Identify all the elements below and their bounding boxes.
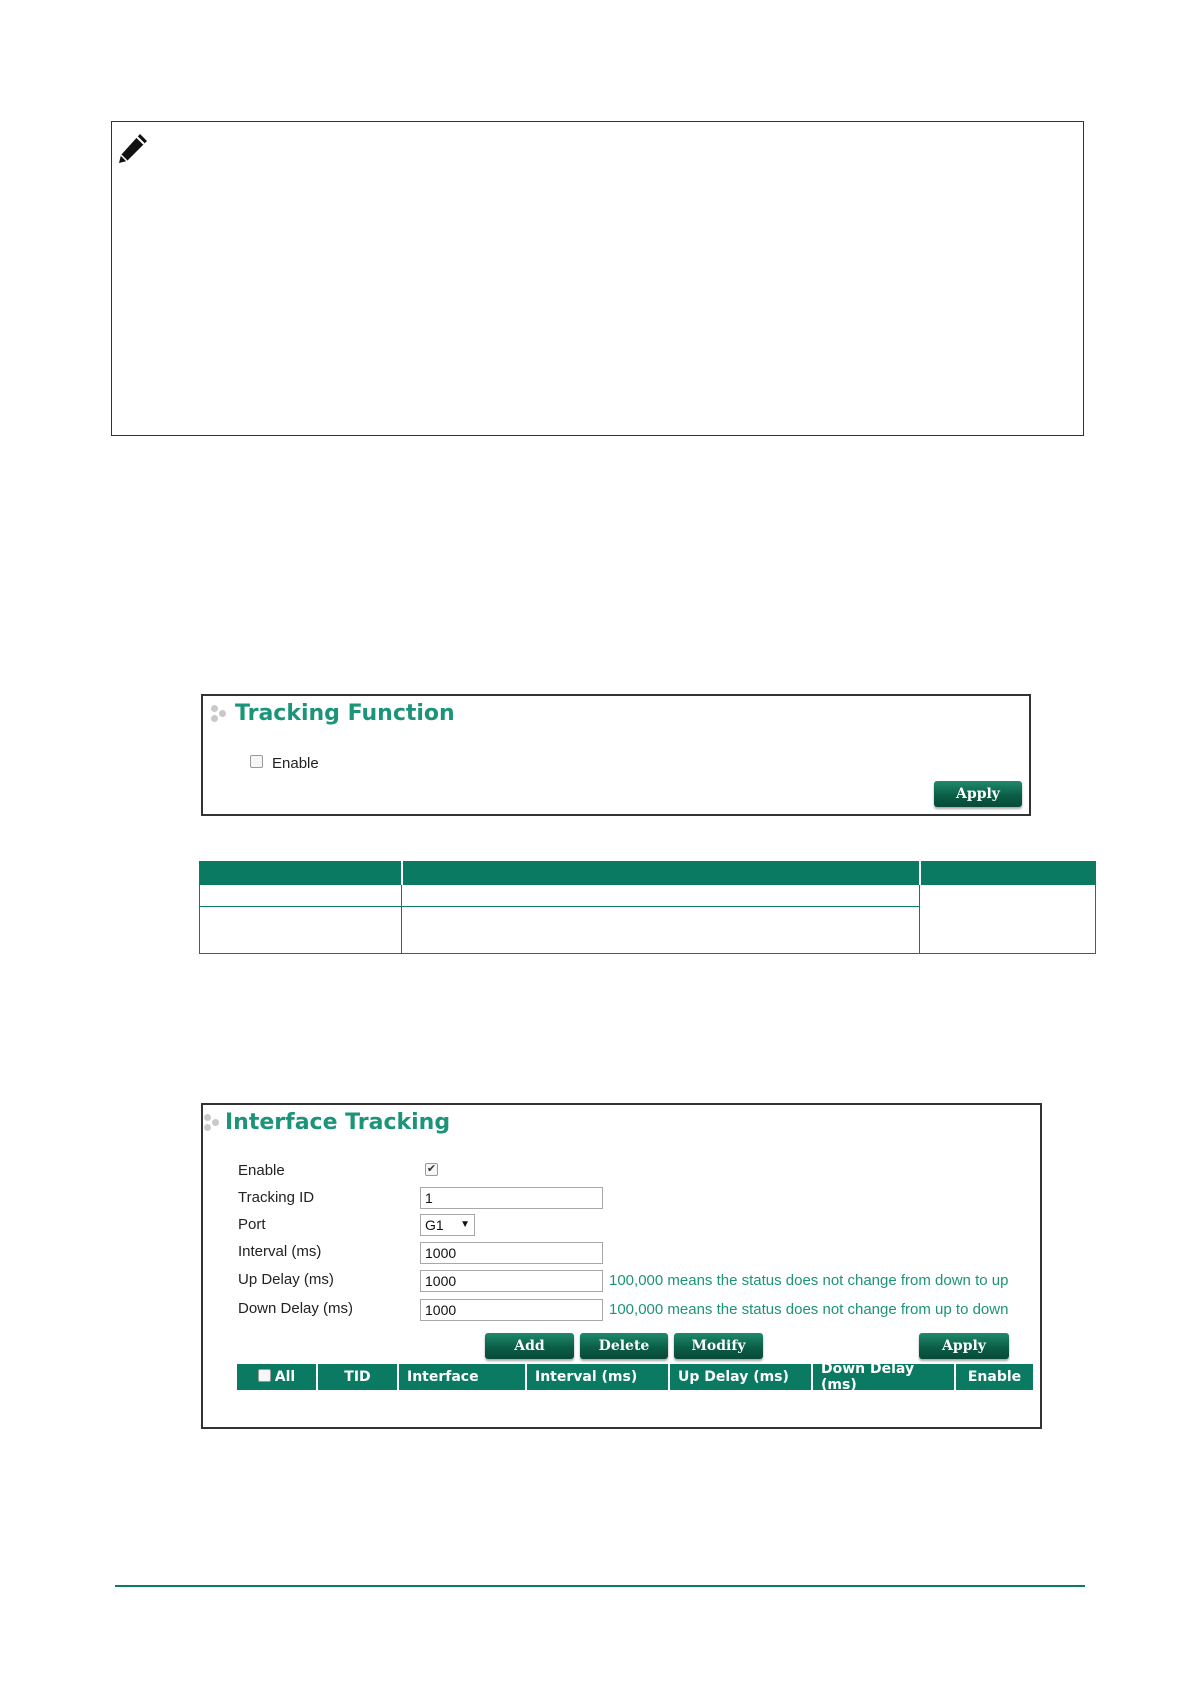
tracking-id-input[interactable]: 1 [420, 1187, 603, 1209]
tracking-function-title: Tracking Function [235, 701, 455, 726]
description-table [199, 861, 1096, 954]
up-delay-input[interactable]: 1000 [420, 1270, 603, 1292]
tracking-enable-label: Enable [272, 755, 319, 772]
table-header-divider [919, 861, 921, 885]
port-select-value: G1 [425, 1217, 444, 1233]
panel-bullet-icon [204, 1114, 224, 1134]
col-all-label: All [274, 1369, 296, 1385]
table-bottom-line [199, 953, 1096, 954]
delete-button[interactable]: Delete [580, 1333, 668, 1359]
it-enable-checkbox[interactable] [425, 1163, 438, 1176]
down-delay-input[interactable]: 1000 [420, 1299, 603, 1321]
col-all[interactable] [237, 1364, 316, 1390]
col-down-delay: Down Delay (ms) [813, 1364, 954, 1390]
interval-input[interactable]: 1000 [420, 1242, 603, 1264]
tracking-apply-button[interactable]: Apply [934, 781, 1022, 807]
checkmark-icon: ✔ [426, 1163, 437, 1175]
panel-bullet-icon [211, 705, 231, 725]
interface-tracking-title: Interface Tracking [225, 1110, 451, 1135]
chevron-down-icon: ▼ [460, 1219, 470, 1230]
down-delay-hint: 100,000 means the status does not change from up to down [609, 1301, 1009, 1318]
table-column-line [919, 885, 920, 954]
col-enable: Enable [956, 1364, 1033, 1390]
it-enable-label: Enable [238, 1162, 285, 1179]
table-row-line [199, 906, 919, 907]
table-header-cell [199, 861, 1096, 885]
table-column-line [401, 885, 402, 954]
pencil-icon [116, 131, 150, 165]
up-delay-label: Up Delay (ms) [238, 1271, 334, 1288]
table-column-line [1095, 885, 1096, 954]
col-tid: TID [318, 1364, 397, 1390]
interval-label: Interval (ms) [238, 1243, 322, 1260]
col-interface: Interface [399, 1364, 525, 1390]
modify-button[interactable]: Modify [674, 1333, 763, 1359]
port-label: Port [238, 1216, 266, 1233]
col-interval: Interval (ms) [527, 1364, 668, 1390]
table-header-divider [401, 861, 403, 885]
it-apply-button[interactable]: Apply [919, 1333, 1009, 1359]
note-box [111, 121, 1084, 436]
down-delay-label: Down Delay (ms) [238, 1300, 354, 1317]
footer-divider [115, 1585, 1085, 1587]
select-all-checkbox[interactable] [258, 1369, 271, 1382]
up-delay-hint: 100,000 means the status does not change from down to up [609, 1272, 1009, 1289]
add-button[interactable]: Add [485, 1333, 574, 1359]
tracking-id-label: Tracking ID [238, 1189, 315, 1206]
col-up-delay: Up Delay (ms) [670, 1364, 811, 1390]
port-select[interactable] [420, 1214, 475, 1236]
tracking-enable-checkbox[interactable] [250, 755, 263, 768]
table-column-line [199, 885, 200, 954]
